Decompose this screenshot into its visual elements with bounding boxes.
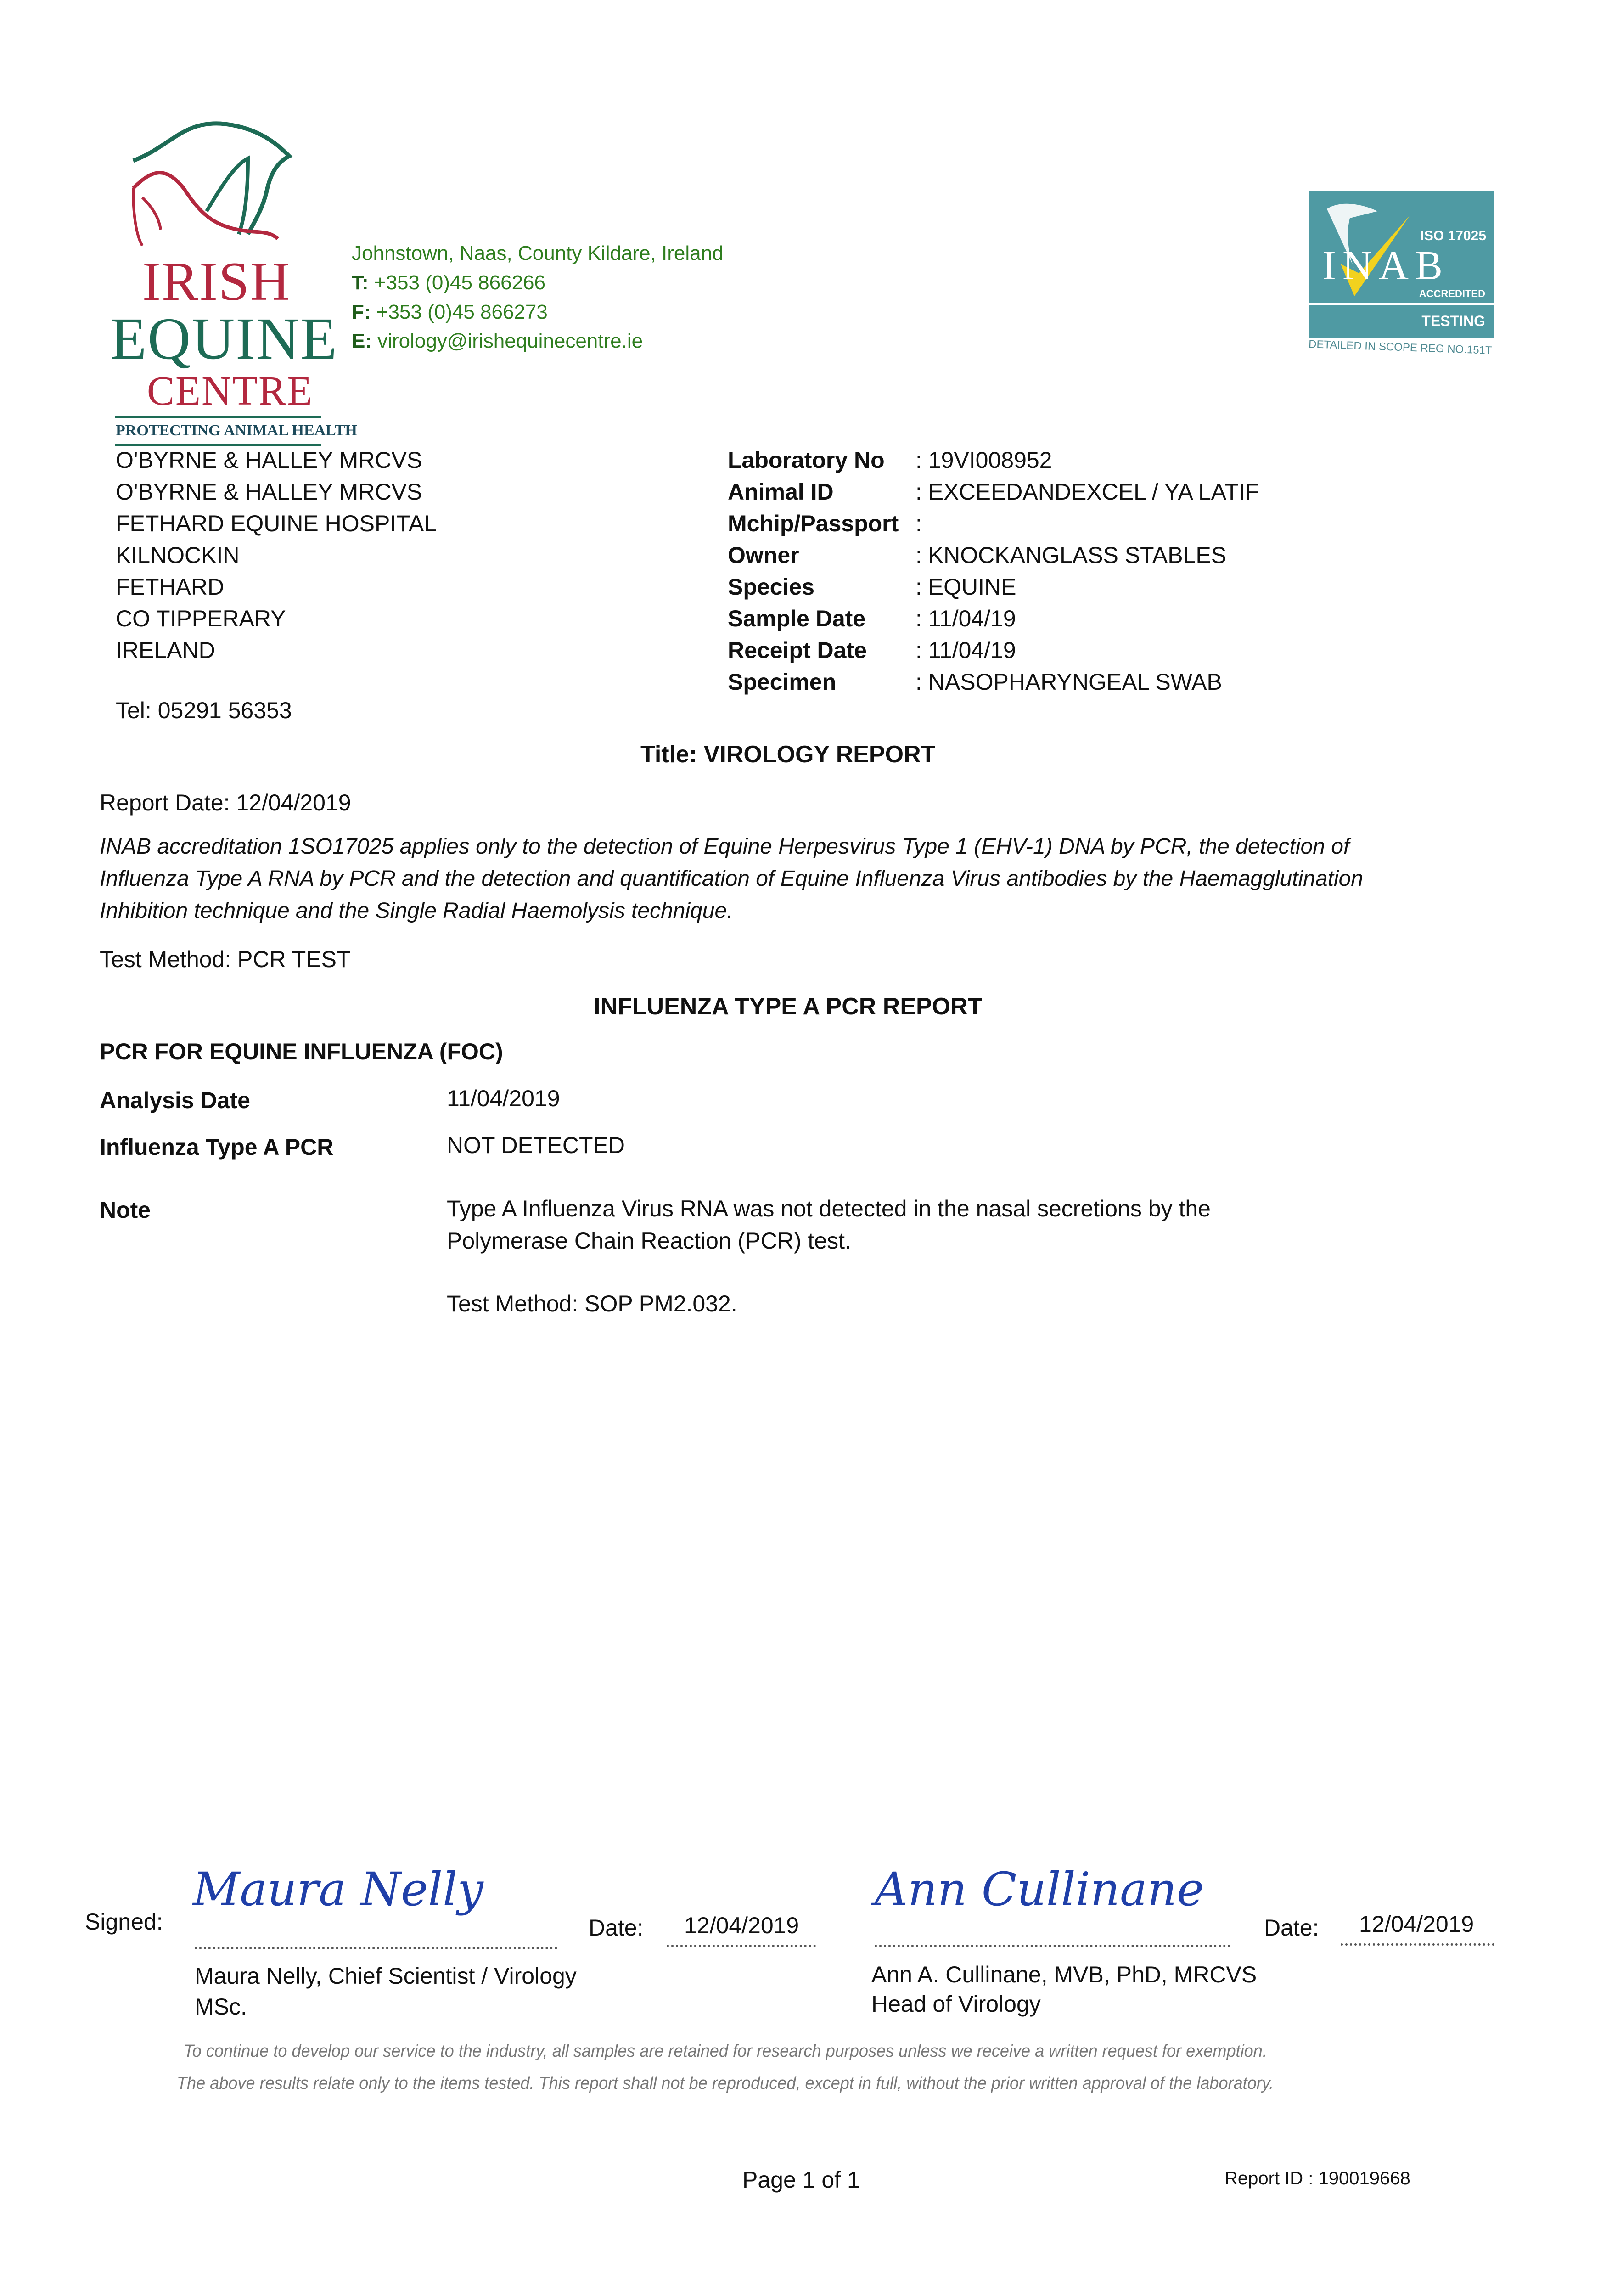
field-value: : KNOCKANGLASS STABLES — [915, 542, 1227, 568]
signed-label: Signed: — [85, 1909, 163, 1935]
address-line: FETHARD EQUINE HOSPITAL — [116, 511, 437, 536]
field-label: Laboratory No — [728, 447, 885, 473]
address-line: FETHARD — [116, 574, 225, 600]
pcr-result: NOT DETECTED — [447, 1132, 625, 1158]
address-line: KILNOCKIN — [116, 542, 240, 568]
field-value: : EXCEEDANDEXCEL / YA LATIF — [915, 479, 1259, 505]
logo-irish: IRISH — [142, 251, 291, 312]
field-value: : 11/04/19 — [915, 637, 1016, 663]
disclaimer-line: To continue to develop our service to the industry, all samples are retained for research purposes unless we receive a written request for exemption. — [184, 2042, 1267, 2061]
subsection-title: PCR FOR EQUINE INFLUENZA (FOC) — [100, 1039, 503, 1064]
recipient-tel: Tel: 05291 56353 — [116, 698, 292, 723]
contact-phone — [352, 271, 545, 294]
field-label: Owner — [728, 542, 799, 568]
address-line: O'BYRNE & HALLEY MRCVS — [116, 479, 422, 505]
field-label: Species — [728, 574, 815, 600]
signature-maura-nelly: Maura Nelly — [193, 1863, 483, 1916]
note-label: Note — [100, 1197, 151, 1223]
contact-email — [352, 330, 643, 353]
irish-equine-centre-logo — [106, 119, 357, 450]
field-row — [728, 635, 1259, 666]
test-method: Test Method: PCR TEST — [100, 946, 351, 972]
report-id: Report ID : 190019668 — [1224, 2168, 1410, 2189]
sample-fields — [728, 445, 1259, 698]
inab-scope: DETAILED IN SCOPE REG NO.151T — [1308, 338, 1493, 357]
field-row — [728, 603, 1259, 635]
signature-ann-cullinane: Ann Cullinane — [875, 1863, 1204, 1916]
report-title: Title: VIROLOGY REPORT — [640, 741, 936, 768]
field-value: : 19VI008952 — [915, 447, 1052, 473]
field-row — [728, 445, 1259, 476]
field-value: : EQUINE — [915, 574, 1016, 600]
logo-divider — [115, 416, 321, 418]
address-line: O'BYRNE & HALLEY MRCVS — [116, 447, 422, 473]
field-value: : — [915, 511, 922, 536]
analysis-date-label: Analysis Date — [100, 1087, 250, 1113]
phone-label: T: — [352, 271, 369, 294]
field-row — [728, 540, 1259, 571]
inab-name: INAB — [1322, 243, 1449, 288]
field-value: : 11/04/19 — [915, 606, 1016, 631]
inab-accredited: ACCREDITED — [1419, 288, 1485, 299]
email-value[interactable]: virology@irishequinecentre.ie — [377, 330, 643, 352]
field-row — [728, 571, 1259, 603]
contact-fax — [352, 301, 548, 324]
signature-line — [195, 1947, 557, 1949]
contact-address: Johnstown, Naas, County Kildare, Ireland — [352, 242, 724, 264]
inab-iso: ISO 17025 — [1420, 228, 1486, 243]
date-value: 12/04/2019 — [684, 1913, 799, 1938]
date-line — [1341, 1943, 1494, 1946]
date-value: 12/04/2019 — [1359, 1911, 1474, 1937]
field-label: Specimen — [728, 669, 837, 695]
page-number: Page 1 of 1 — [742, 2167, 860, 2193]
section-title: INFLUENZA TYPE A PCR REPORT — [594, 993, 983, 1020]
field-label: Receipt Date — [728, 637, 867, 663]
fax-label: F: — [352, 301, 371, 323]
disclaimer-line: The above results relate only to the items tested. This report shall not be reproduced, except in full, without the prior written approval of the laboratory. — [177, 2074, 1274, 2093]
note-line: Type A Influenza Virus RNA was not detected in the nasal secretions by the — [447, 1196, 1211, 1221]
field-value: : NASOPHARYNGEAL SWAB — [915, 669, 1222, 695]
logo-tagline: PROTECTING ANIMAL HEALTH — [116, 422, 357, 439]
field-row — [728, 508, 1259, 540]
field-row — [728, 666, 1259, 698]
date-label: Date: — [589, 1915, 644, 1941]
logo-centre: CENTRE — [147, 368, 313, 414]
inab-testing: TESTING — [1421, 313, 1485, 329]
field-row — [728, 476, 1259, 508]
phone-value: +353 (0)45 866266 — [374, 271, 545, 294]
recipient-address — [116, 445, 437, 666]
address-line: CO TIPPERARY — [116, 606, 286, 631]
accreditation-note: INAB accreditation 1SO17025 applies only to the detection of Equine Herpesvirus Type 1 (EHV-1) DNA by PCR, the detection of Influenza Type A RNA by PCR and the detection and quantification of Equine Influenza Virus antibodies by the Haemagglutination Inhibition technique and the Single Radial Haemolysis technique. — [100, 834, 1363, 923]
address-line: IRELAND — [116, 637, 215, 663]
date-label: Date: — [1264, 1915, 1319, 1941]
logo-equine: EQUINE — [110, 306, 338, 372]
sop-method: Test Method: SOP PM2.032. — [447, 1291, 737, 1317]
pcr-label: Influenza Type A PCR — [100, 1134, 334, 1160]
report-date: Report Date: 12/04/2019 — [100, 790, 351, 816]
signature-line — [875, 1945, 1230, 1947]
signatory-name: Ann A. Cullinane, MVB, PhD, MRCVS — [871, 1962, 1257, 1987]
field-label: Sample Date — [728, 606, 866, 631]
note-line: Polymerase Chain Reaction (PCR) test. — [447, 1228, 851, 1254]
horse-logo-icon — [115, 119, 335, 248]
fax-value: +353 (0)45 866273 — [376, 301, 548, 323]
inab-accreditation-badge — [1309, 191, 1494, 360]
analysis-date-value: 11/04/2019 — [447, 1086, 560, 1111]
signatory-name: Maura Nelly, Chief Scientist / Virology — [195, 1963, 577, 1989]
field-label: Animal ID — [728, 479, 834, 505]
signatory-title: MSc. — [195, 1994, 247, 2020]
email-label: E: — [352, 330, 372, 352]
field-label: Mchip/Passport — [728, 511, 899, 536]
date-line — [667, 1945, 816, 1947]
signatory-title: Head of Virology — [871, 1991, 1041, 2017]
